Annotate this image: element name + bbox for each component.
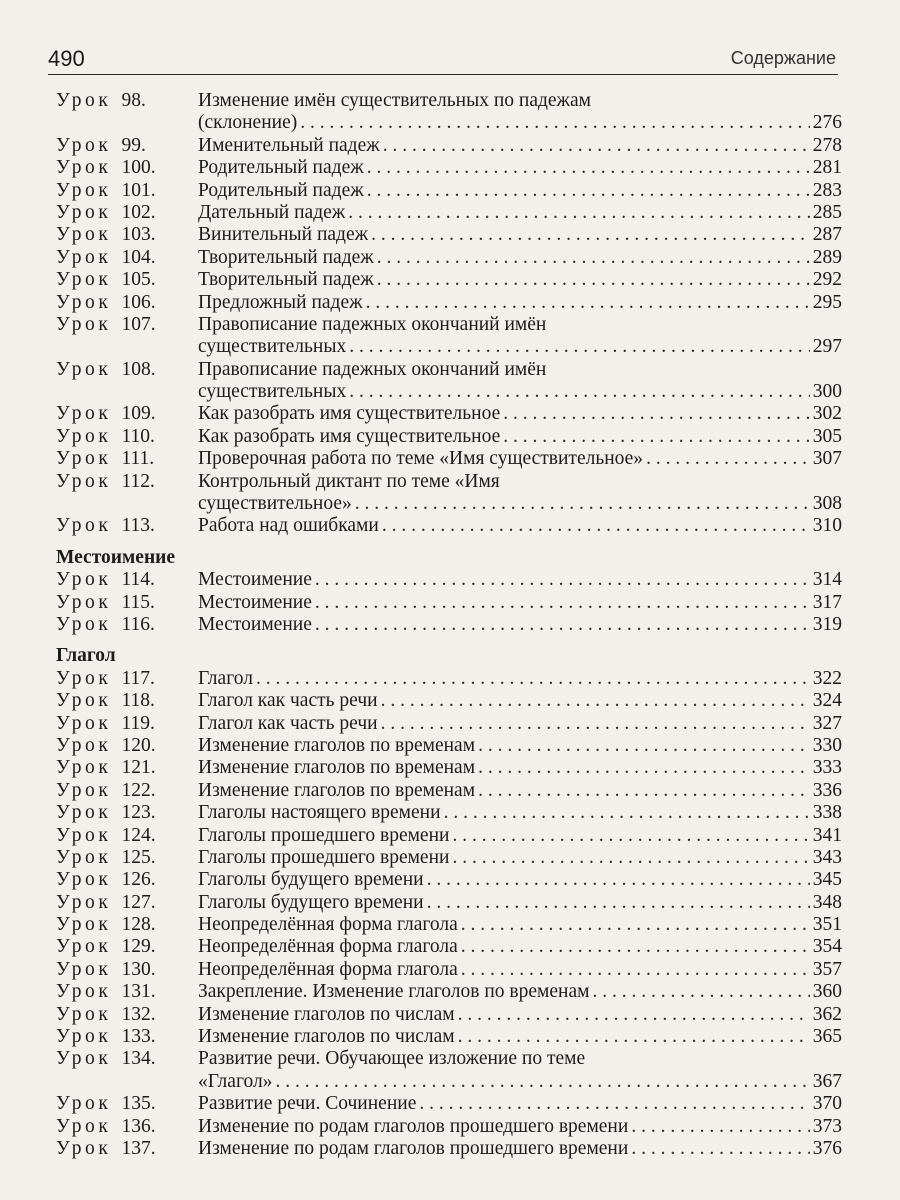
table-of-contents [56,90,842,1160]
lesson-number: 118. [121,690,155,712]
lesson-word: Урок [56,936,112,958]
lesson-word: Урок [56,425,112,447]
entry-title: Предложный падеж [198,291,363,313]
lesson-label [56,869,198,891]
lesson-number: 120. [121,734,156,756]
lesson-word: Урок [56,690,112,712]
lesson-label [56,981,198,1003]
toc-entry[interactable] [56,157,842,179]
dot-leader [478,780,810,802]
entry-page: 319 [812,613,842,635]
lesson-word: Урок [56,981,112,1003]
dot-leader [371,224,810,246]
dot-leader [315,569,810,591]
toc-entry[interactable] [56,135,842,157]
lesson-label [56,825,198,847]
entry-title-continuation: существительных [198,336,347,358]
toc-entry[interactable] [56,403,842,425]
lesson-label [56,713,198,735]
lesson-word: Урок [56,613,112,635]
toc-entry[interactable] [56,1048,842,1070]
entry-title: Глаголы прошедшего времени [198,824,450,846]
toc-entry[interactable] [56,448,842,470]
toc-entry[interactable] [56,1116,842,1138]
entry-title: Глагол как часть речи [198,690,378,712]
lesson-word: Урок [56,1093,112,1115]
lesson-number: 107. [121,313,156,335]
lesson-label [56,668,198,690]
lesson-label [56,269,198,291]
entry-title: Как разобрать имя существительное [198,403,501,425]
entry-title: Родительный падеж [198,179,364,201]
lesson-number: 129. [121,936,156,958]
toc-entry-continuation[interactable] [56,1071,842,1093]
lesson-label [56,780,198,802]
entry-page: 330 [812,734,842,756]
lesson-word: Урок [56,802,112,824]
lesson-label [56,1116,198,1138]
lesson-word: Урок [56,224,112,246]
entry-title: Работа над ошибками [198,515,379,537]
lesson-word: Урок [56,734,112,756]
toc-entry[interactable] [56,959,842,981]
section-heading: Глагол [56,645,116,667]
lesson-number: 131. [121,981,156,1003]
entry-title: Неопределённая форма глагола [198,958,458,980]
lesson-number: 122. [121,779,156,801]
lesson-label [56,1093,198,1115]
lesson-number: 137. [121,1137,156,1159]
dot-leader [452,847,809,869]
toc-entry[interactable] [56,757,842,779]
lesson-number: 116. [121,613,155,635]
lesson-number: 125. [121,846,156,868]
entry-title: Правописание падежных окончаний имён [198,358,547,380]
dot-leader [348,202,810,224]
lesson-number: 101. [121,179,156,201]
lesson-number: 104. [121,246,156,268]
entry-page: 283 [812,179,842,201]
lesson-label [56,359,198,381]
lesson-number: 112. [121,470,155,492]
lesson-label [56,1026,198,1048]
entry-title: Изменение глаголов по числам [198,1026,455,1048]
lesson-word: Урок [56,358,112,380]
dot-leader [315,614,810,636]
entry-title-continuation: существительных [198,381,347,403]
toc-entry[interactable] [56,981,842,1003]
lesson-word: Урок [56,157,112,179]
entry-page: 324 [812,690,842,712]
entry-page: 300 [812,381,842,403]
entry-title: Глаголы будущего времени [198,891,424,913]
toc-entry[interactable] [56,869,842,891]
lesson-word: Урок [56,869,112,891]
entry-page: 308 [812,493,842,515]
entry-page: 370 [812,1093,842,1115]
lesson-number: 117. [121,667,155,689]
entry-page: 343 [812,846,842,868]
lesson-number: 126. [121,869,156,891]
lesson-number: 130. [121,958,156,980]
lesson-number: 100. [121,157,156,179]
lesson-label [56,802,198,824]
toc-entry[interactable] [56,269,842,291]
lesson-number: 106. [121,291,156,313]
dot-leader [458,1026,810,1048]
entry-title-continuation: (склонение) [198,112,298,134]
toc-entry[interactable] [56,569,842,591]
toc-entry[interactable] [56,90,842,112]
lesson-label [56,1004,198,1026]
entry-title: Глаголы прошедшего времени [198,846,450,868]
dot-leader [461,936,810,958]
dot-leader [377,247,810,269]
toc-entry-continuation[interactable] [56,336,842,358]
entry-title: Местоимение [198,569,312,591]
entry-title: Изменение по родам глаголов прошедшего времени [198,1137,629,1159]
toc-entry[interactable] [56,359,842,381]
lesson-label [56,157,198,179]
entry-page: 362 [812,1003,842,1025]
lesson-word: Урок [56,891,112,913]
entry-title: Изменение глаголов по числам [198,1003,455,1025]
dot-leader [478,735,810,757]
dot-leader [444,802,810,824]
lesson-number: 134. [121,1048,156,1070]
lesson-number: 110. [121,425,155,447]
entry-title: Контрольный диктант по теме «Имя [198,470,500,492]
entry-page: 348 [812,891,842,913]
entry-page: 281 [812,157,842,179]
lesson-label [56,847,198,869]
lesson-word: Урок [56,569,112,591]
lesson-word: Урок [56,824,112,846]
dot-leader [275,1071,809,1093]
lesson-number: 128. [121,914,156,936]
dot-leader [383,135,810,157]
dot-leader [503,426,810,448]
entry-page: 278 [812,134,842,156]
toc-entry[interactable] [56,592,842,614]
entry-page: 302 [812,403,842,425]
entry-title: Глагол как часть речи [198,712,378,734]
entry-title: Изменение глаголов по временам [198,779,476,801]
toc-entry[interactable] [56,936,842,958]
lesson-number: 105. [121,269,156,291]
lesson-label [56,135,198,157]
lesson-word: Урок [56,201,112,223]
lesson-label [56,735,198,757]
lesson-number: 119. [121,712,155,734]
entry-page: 373 [812,1115,842,1137]
page-number: 490 [48,46,85,71]
lesson-label [56,569,198,591]
lesson-label [56,1138,198,1160]
lesson-label [56,180,198,202]
entry-page: 376 [812,1137,842,1159]
toc-entry[interactable] [56,292,842,314]
lesson-word: Урок [56,269,112,291]
entry-page: 276 [812,112,842,134]
section-heading: Местоимение [56,546,176,568]
toc-entry[interactable] [56,1026,842,1048]
lesson-word: Урок [56,1026,112,1048]
lesson-word: Урок [56,403,112,425]
lesson-number: 103. [121,224,156,246]
toc-entry[interactable] [56,314,842,336]
entry-page: 357 [812,958,842,980]
lesson-word: Урок [56,958,112,980]
lesson-label [56,592,198,614]
entry-page: 295 [812,291,842,313]
toc-entry[interactable] [56,668,842,690]
lesson-label [56,314,198,336]
entry-title: Изменение по родам глаголов прошедшего времени [198,1115,629,1137]
entry-page: 351 [812,914,842,936]
lesson-label [56,914,198,936]
entry-title: Именительный падеж [198,134,380,156]
lesson-number: 124. [121,824,156,846]
entry-page: 287 [812,224,842,246]
toc-entry[interactable] [56,847,842,869]
entry-title: Неопределённая форма глагола [198,936,458,958]
dot-leader [377,269,810,291]
dot-leader [349,336,810,358]
dot-leader [366,292,810,314]
dot-leader [300,112,810,134]
entry-title: Глаголы будущего времени [198,869,424,891]
lesson-number: 121. [121,757,156,779]
toc-entry[interactable] [56,614,842,636]
entry-page: 297 [812,336,842,358]
lesson-word: Урок [56,179,112,201]
lesson-label [56,448,198,470]
lesson-word: Урок [56,1048,112,1070]
dot-leader [427,892,810,914]
entry-page: 327 [812,712,842,734]
lesson-label [56,690,198,712]
dot-leader [631,1116,809,1138]
lesson-number: 102. [121,201,156,223]
lesson-word: Урок [56,134,112,156]
lesson-number: 123. [121,802,156,824]
lesson-word: Урок [56,914,112,936]
entry-page: 322 [812,667,842,689]
running-head: Содержание [730,48,836,68]
dot-leader [367,157,810,179]
lesson-number: 132. [121,1003,156,1025]
lesson-label [56,202,198,224]
dot-leader [367,180,810,202]
lesson-number: 99. [121,134,146,156]
entry-title: Изменение глаголов по временам [198,757,476,779]
toc-entry[interactable] [56,825,842,847]
entry-title: Глагол [198,667,253,689]
entry-title: Как разобрать имя существительное [198,425,501,447]
lesson-word: Урок [56,448,112,470]
dot-leader [503,403,810,425]
dot-leader [458,1004,810,1026]
lesson-label [56,959,198,981]
entry-title: Винительный падеж [198,224,369,246]
lesson-number: 135. [121,1093,156,1115]
lesson-number: 114. [121,569,155,591]
entry-page: 314 [812,569,842,591]
entry-title: Изменение имён существительных по падежам [198,90,592,111]
lesson-label [56,1048,198,1070]
dot-leader [461,959,810,981]
lesson-number: 109. [121,403,156,425]
toc-entry-continuation[interactable] [56,112,842,134]
entry-page: 285 [812,201,842,223]
entry-title: Развитие речи. Сочинение [198,1093,417,1115]
lesson-word: Урок [56,591,112,613]
entry-title: Развитие речи. Обучающее изложение по теме [198,1048,586,1070]
lesson-word: Урок [56,313,112,335]
toc-entry[interactable] [56,515,842,537]
entry-page: 307 [812,448,842,470]
dot-leader [592,981,809,1003]
entry-page: 341 [812,824,842,846]
dot-leader [419,1093,809,1115]
lesson-word: Урок [56,515,112,537]
toc-entry[interactable] [56,1004,842,1026]
toc-entry[interactable] [56,426,842,448]
toc-entry[interactable] [56,202,842,224]
toc-entry[interactable] [56,1138,842,1160]
dot-leader [355,493,810,515]
entry-page: 367 [812,1070,842,1092]
lesson-number: 113. [121,515,155,537]
lesson-word: Урок [56,667,112,689]
lesson-number: 108. [121,358,156,380]
entry-page: 345 [812,869,842,891]
lesson-number: 136. [121,1115,156,1137]
toc-entry[interactable] [56,914,842,936]
entry-title: Родительный падеж [198,157,364,179]
entry-page: 354 [812,936,842,958]
entry-title-continuation: существительное» [198,493,352,515]
entry-title: Закрепление. Изменение глаголов по временам [198,981,590,1003]
lesson-word: Урок [56,1003,112,1025]
toc-entry[interactable] [56,713,842,735]
entry-page: 289 [812,246,842,268]
dot-leader [315,592,810,614]
lesson-word: Урок [56,712,112,734]
dot-leader [349,381,810,403]
dot-leader [461,914,810,936]
lesson-word: Урок [56,470,112,492]
toc-entry-continuation[interactable] [56,381,842,403]
entry-title: Дательный падеж [198,201,346,223]
entry-page: 317 [812,591,842,613]
entry-title-continuation: «Глагол» [198,1070,273,1092]
toc-entry[interactable] [56,735,842,757]
lesson-label [56,471,198,493]
lesson-label [56,224,198,246]
toc-entry[interactable] [56,247,842,269]
toc-entry[interactable] [56,224,842,246]
entry-title: Местоимение [198,613,312,635]
lesson-label [56,90,198,112]
lesson-number: 115. [121,591,155,613]
lesson-label [56,892,198,914]
dot-leader [427,869,810,891]
toc-entry[interactable] [56,1093,842,1115]
toc-entry[interactable] [56,690,842,712]
lesson-label [56,614,198,636]
toc-entry[interactable] [56,180,842,202]
entry-page: 336 [812,779,842,801]
lesson-number: 127. [121,891,156,913]
entry-page: 333 [812,757,842,779]
entry-title: Местоимение [198,591,312,613]
dot-leader [631,1138,809,1160]
entry-page: 365 [812,1026,842,1048]
entry-title: Творительный падеж [198,246,374,268]
entry-page: 310 [812,515,842,537]
lesson-word: Урок [56,90,112,111]
lesson-word: Урок [56,846,112,868]
lesson-word: Урок [56,246,112,268]
entry-title: Неопределённая форма глагола [198,914,458,936]
lesson-word: Урок [56,779,112,801]
dot-leader [478,757,810,779]
lesson-word: Урок [56,1137,112,1159]
entry-page: 360 [812,981,842,1003]
lesson-word: Урок [56,1115,112,1137]
entry-title: Творительный падеж [198,269,374,291]
toc-entry[interactable] [56,471,842,493]
page-header [48,44,838,75]
lesson-label [56,292,198,314]
entry-title: Проверочная работа по теме «Имя существительное» [198,448,644,470]
lesson-number: 111. [121,448,155,470]
dot-leader [646,448,810,470]
lesson-number: 98. [121,90,146,111]
lesson-label [56,757,198,779]
entry-title: Правописание падежных окончаний имён [198,313,547,335]
lesson-label [56,403,198,425]
lesson-label [56,247,198,269]
entry-page: 338 [812,802,842,824]
lesson-label [56,936,198,958]
lesson-number: 133. [121,1026,156,1048]
toc-entry[interactable] [56,802,842,824]
entry-title: Глаголы настоящего времени [198,802,441,824]
toc-entry-continuation[interactable] [56,493,842,515]
entry-page: 292 [812,269,842,291]
dot-leader [382,515,810,537]
lesson-word: Урок [56,757,112,779]
lesson-label [56,515,198,537]
entry-title: Изменение глаголов по временам [198,734,476,756]
entry-page: 305 [812,425,842,447]
toc-entry[interactable] [56,780,842,802]
dot-leader [381,690,810,712]
dot-leader [452,825,809,847]
toc-entry[interactable] [56,892,842,914]
dot-leader [256,668,810,690]
dot-leader [381,713,810,735]
lesson-word: Урок [56,291,112,313]
lesson-label [56,426,198,448]
